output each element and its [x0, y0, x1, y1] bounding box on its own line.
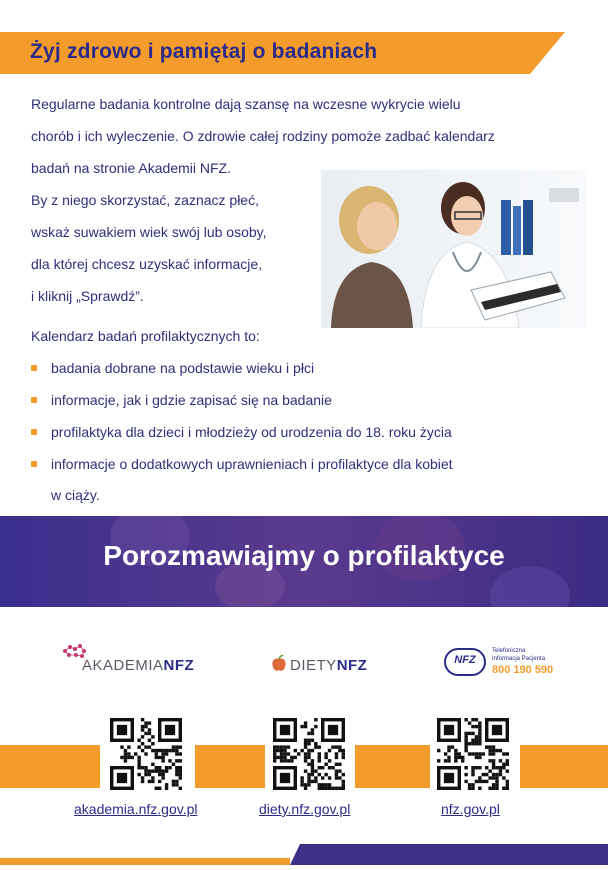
instructions-line-4: i kliknij „Sprawdź”. [31, 288, 144, 304]
intro-line-2: chorób i ich wyleczenie. O zdrowie całej rodziny pomoże zadbać kalendarz [31, 128, 495, 144]
list-item: informacje o dodatkowych uprawnieniach i profilaktyce dla kobiet [31, 448, 453, 480]
calendar-intro: Kalendarz badań profilaktycznych to: [31, 328, 260, 344]
bullet-icon [31, 365, 37, 371]
instructions-paragraph [31, 184, 321, 312]
calendar-list [31, 352, 453, 511]
instructions-line-1: By z niego skorzystać, zaznacz płeć, [31, 192, 259, 208]
intro-line-1: Regularne badania kontrolne dają szansę na wczesne wykrycie wielu [31, 96, 461, 112]
list-item: informacje, jak i gdzie zapisać się na badanie [31, 384, 453, 416]
link-nfz[interactable]: nfz.gov.pl [441, 801, 500, 817]
page-title: Żyj zdrowo i pamiętaj o badaniach [30, 40, 378, 63]
doctor-patient-photo [321, 170, 587, 328]
list-item: badania dobrane na podstawie wieku i płci [31, 352, 453, 384]
qr-code-nfz[interactable] [437, 718, 509, 790]
link-diety[interactable]: diety.nfz.gov.pl [259, 801, 351, 817]
bullet-icon [31, 429, 37, 435]
instructions-line-2: wskaż suwakiem wiek swój lub osoby, [31, 224, 267, 240]
instructions-line-3: dla której chcesz uzyskać informacje, [31, 256, 263, 272]
bullet-icon [31, 461, 37, 467]
list-item: profilaktyka dla dzieci i młodzieży od urodzenia do 18. roku życia [31, 416, 453, 448]
intro-line-3: badań na stronie Akademii NFZ. [31, 160, 231, 176]
footer-stripe [0, 844, 608, 865]
qr-code-diety[interactable] [273, 718, 345, 790]
bullet-icon [31, 397, 37, 403]
apple-icon [270, 655, 288, 673]
list-item-continuation: w ciąży. [51, 487, 100, 503]
qr-code-akademia[interactable] [110, 718, 182, 790]
banner-title: Porozmawiajmy o profilaktyce [103, 540, 505, 571]
link-akademia[interactable]: akademia.nfz.gov.pl [74, 801, 198, 817]
